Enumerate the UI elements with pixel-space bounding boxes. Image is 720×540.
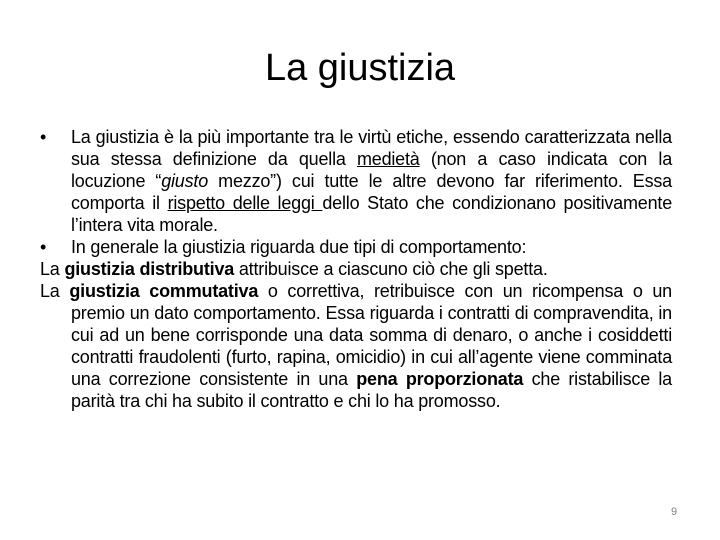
underlined-term-medieta: medietà [356, 149, 420, 169]
bullet-dot: • [40, 237, 47, 257]
text-run: dello Stato che condizionano positivamente l’intera vita morale. [71, 193, 673, 235]
text-run: In generale la giustizia riguarda due tipi di comportamento: [71, 237, 527, 257]
text-run: mezzo”) cui tutte le altre devono far riferimento. Essa comporta il [71, 171, 672, 213]
paragraph-giustizia-distributiva [40, 258, 672, 280]
text-run: che ristabilisce la parità tra chi ha subito il contratto e chi lo ha promosso. [71, 369, 672, 411]
italic-term-giusto: giusto [161, 171, 209, 191]
text-run: attribuisce a ciascuno ciò che gli spetta. [234, 259, 548, 279]
text-run: La [40, 281, 70, 301]
slide-title: La giustizia [264, 47, 456, 89]
underlined-term-rispetto-leggi: rispetto delle leggi [167, 193, 323, 213]
text-run: La giustizia è la più importante tra le virtù etiche, essendo caratterizzata nella sua stessa definizione da quella [71, 127, 672, 169]
bullet-dot: • [40, 127, 47, 147]
bold-term-distributiva: giustizia distributiva [64, 259, 235, 279]
bold-term-commutativa: giustizia commutativa [69, 281, 259, 301]
paragraph-giustizia-commutativa [40, 280, 672, 412]
slide-body [40, 126, 672, 412]
text-run: La [40, 259, 65, 279]
text-run: o correttiva, retribuisce con un ricompensa o un premio un dato comportamento. Essa riguarda i contratti di compravendita, in cui ad un bene corrisponde una data somma di denaro, o anche i cosiddetti contratti fraudolenti (furto, rapina, omicidio) in cui all’agente viene comminata una correzione consistente in una [71, 281, 672, 389]
bold-term-pena-proporzionata: pena proporzionata [356, 369, 524, 389]
text-run: (non a caso indicata con la locuzione “ [71, 149, 673, 191]
page-number: 9 [670, 506, 678, 518]
bullet-paragraph-2 [40, 236, 672, 258]
bullet-paragraph-1 [40, 126, 672, 236]
